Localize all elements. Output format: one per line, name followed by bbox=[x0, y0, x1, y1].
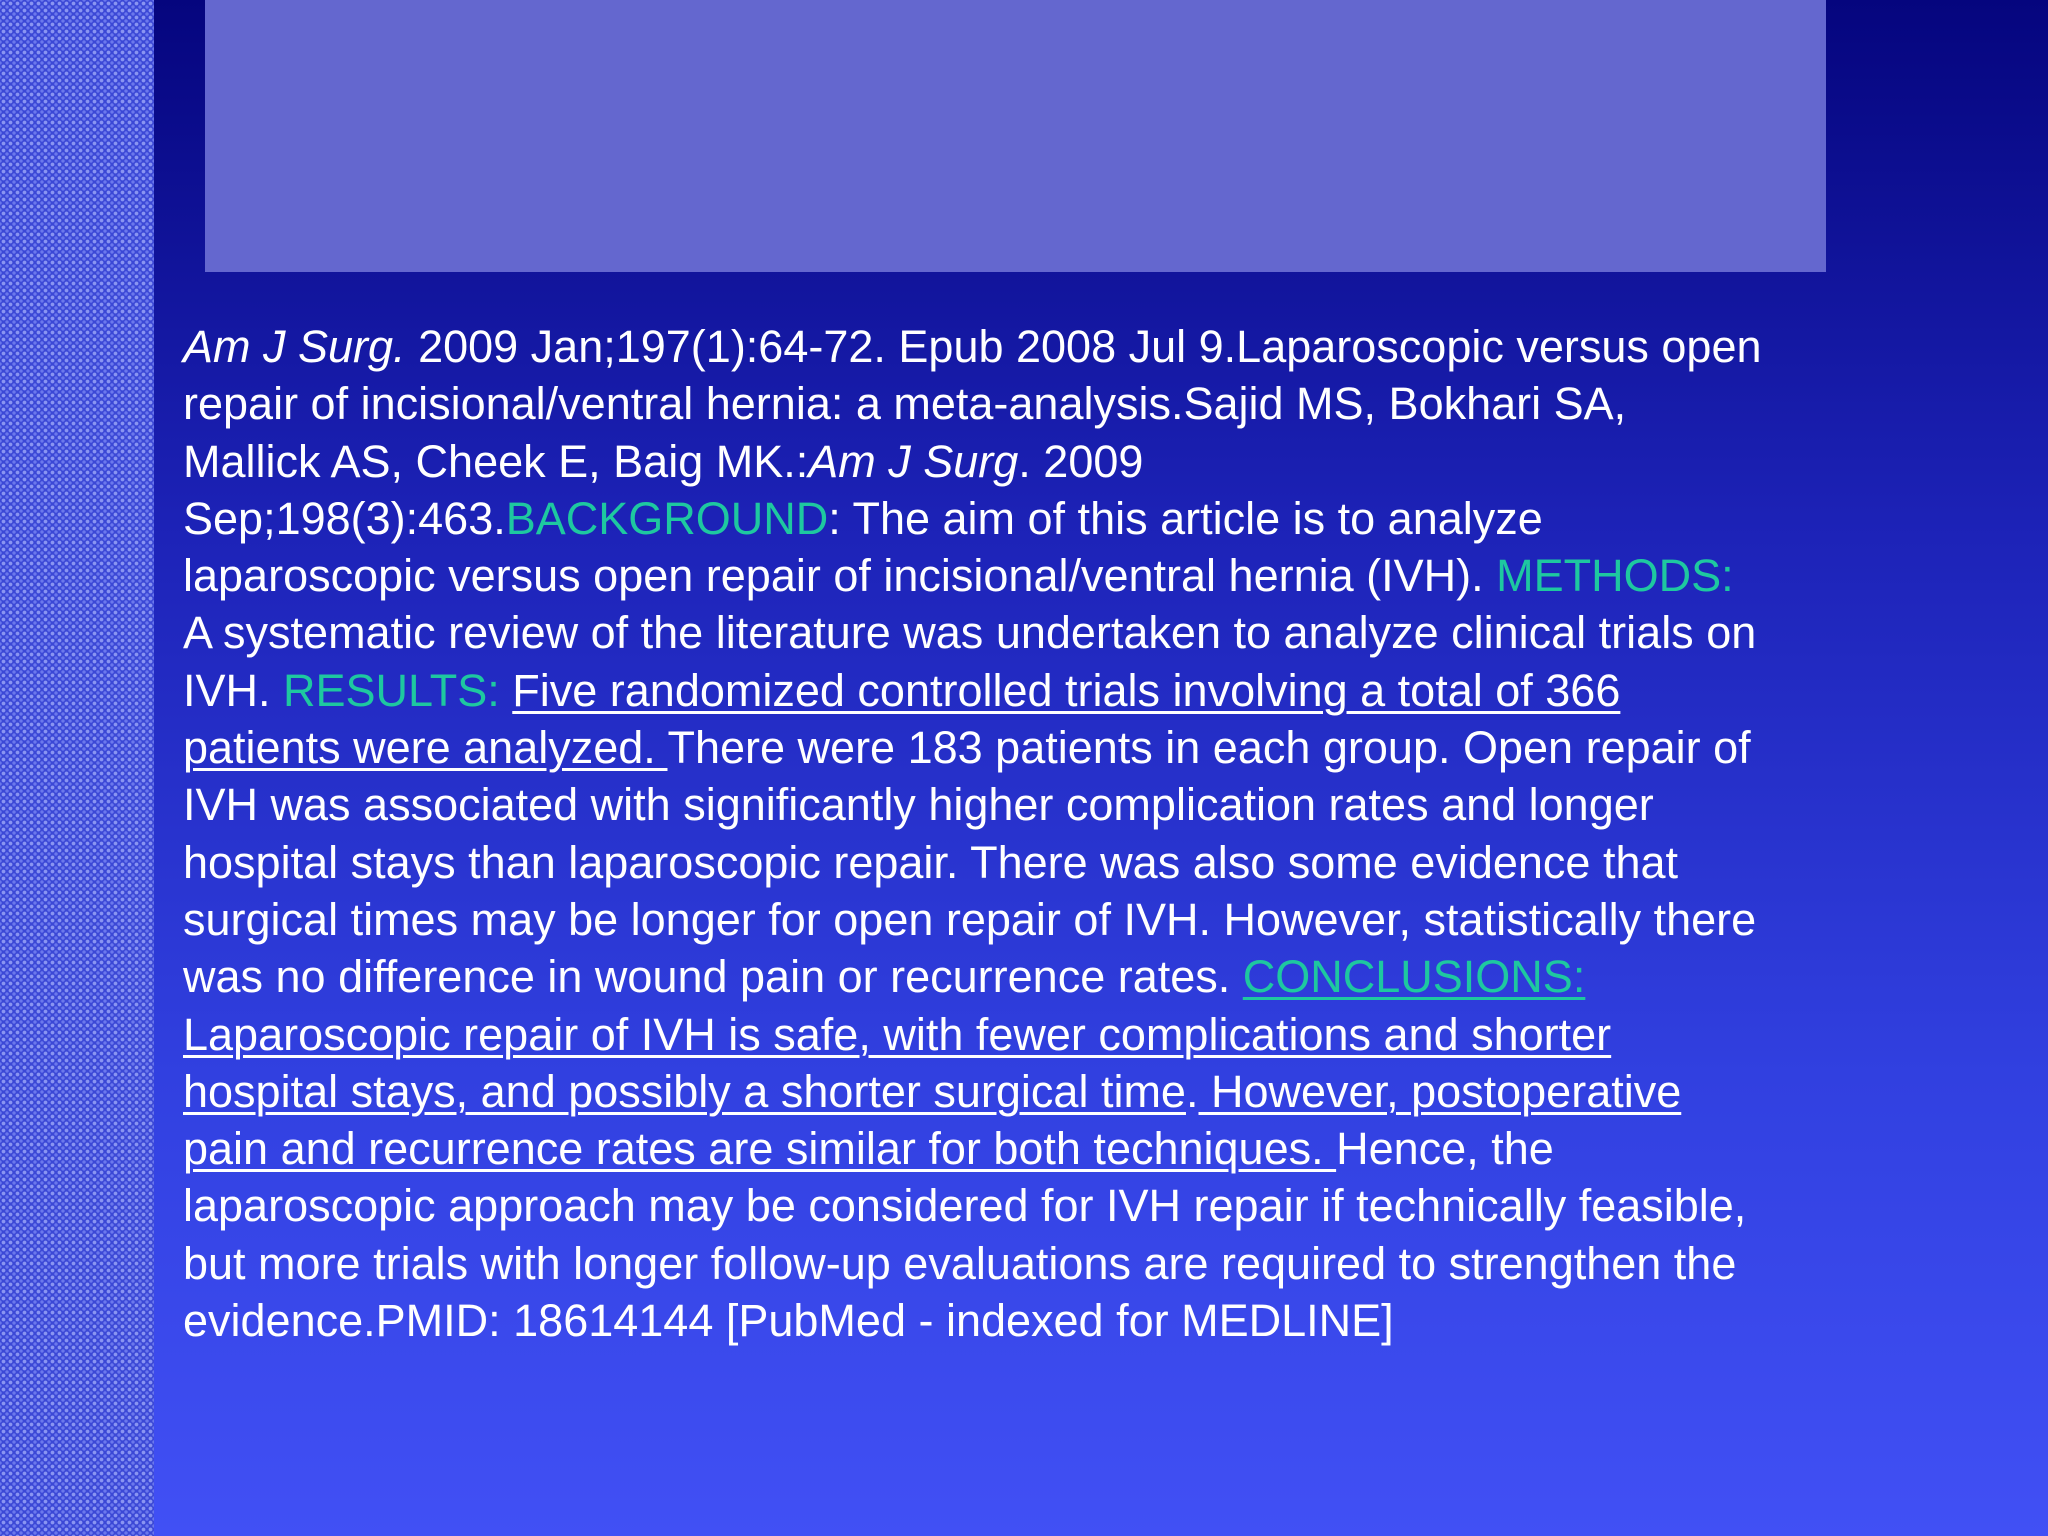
text-run: but more trials with longer follow-up evaluations are required to strengthen the bbox=[183, 1237, 1737, 1289]
abstract-line bbox=[183, 604, 1983, 661]
text-run: Mallick AS, Cheek E, Baig MK.: bbox=[183, 435, 809, 487]
section-heading: METHODS: bbox=[1496, 550, 1734, 602]
text-run: Sep;198(3):463. bbox=[183, 492, 506, 544]
abstract-line bbox=[183, 834, 1983, 891]
journal-name: Am J Surg. bbox=[183, 321, 406, 372]
abstract-line bbox=[183, 776, 1983, 833]
text-run: : The aim of this article is to analyze bbox=[828, 492, 1543, 544]
text-run: was no difference in wound pain or recurrence rates. bbox=[183, 951, 1243, 1003]
abstract-line bbox=[183, 948, 1983, 1005]
underlined-text: However, postoperative bbox=[1198, 1065, 1682, 1117]
abstract-line bbox=[183, 1006, 1983, 1063]
text-run: There were 183 patients in each group. Open repair of bbox=[667, 722, 1751, 774]
abstract-line bbox=[183, 1063, 1983, 1120]
text-run: . bbox=[1185, 1065, 1199, 1117]
underlined-text: Laparoscopic repair of IVH is safe, with fewer complications and shorter bbox=[183, 1008, 1612, 1060]
text-run: evidence.PMID: 18614144 [PubMed - indexed for MEDLINE] bbox=[183, 1295, 1394, 1347]
text-run: hospital stays than laparoscopic repair. There was also some evidence that bbox=[183, 836, 1678, 888]
text-run: . 2009 bbox=[1018, 435, 1144, 487]
abstract-line bbox=[183, 1235, 1983, 1292]
text-run: laparoscopic approach may be considered for IVH repair if technically feasible, bbox=[183, 1180, 1747, 1232]
abstract-text bbox=[183, 318, 1983, 1349]
abstract-line bbox=[183, 891, 1983, 948]
text-run: A systematic review of the literature was undertaken to analyze clinical trials on bbox=[183, 607, 1757, 659]
abstract-line bbox=[183, 1177, 1983, 1234]
abstract-line bbox=[183, 433, 1983, 490]
text-run: repair of incisional/ventral hernia: a meta-analysis.Sajid MS, Bokhari SA, bbox=[183, 378, 1627, 430]
journal-name: Am J Surg bbox=[808, 435, 1019, 487]
abstract-line bbox=[183, 490, 1983, 547]
text-run: IVH was associated with significantly higher complication rates and longer bbox=[183, 779, 1654, 831]
text-run: Hence, the bbox=[1336, 1123, 1554, 1175]
decorative-side-strip bbox=[0, 0, 154, 1536]
underlined-text: Five randomized controlled trials involving a total of 366 bbox=[512, 664, 1621, 716]
text-run: 2009 Jan;197(1):64-72. Epub 2008 Jul 9.Laparoscopic versus open bbox=[405, 321, 1762, 372]
abstract-line bbox=[183, 318, 1983, 375]
underlined-text: patients were analyzed. bbox=[183, 722, 668, 774]
section-heading: CONCLUSIONS: bbox=[1242, 951, 1586, 1003]
underlined-text: pain and recurrence rates are similar for both techniques. bbox=[183, 1123, 1337, 1175]
abstract-line bbox=[183, 719, 1983, 776]
text-run: laparoscopic versus open repair of incisional/ventral hernia (IVH). bbox=[183, 550, 1497, 602]
abstract-line bbox=[183, 662, 1983, 719]
abstract-line bbox=[183, 1292, 1983, 1349]
abstract-line bbox=[183, 375, 1983, 432]
abstract-line bbox=[183, 1120, 1983, 1177]
abstract-line bbox=[183, 547, 1983, 604]
text-run bbox=[500, 665, 513, 716]
section-heading: RESULTS: bbox=[283, 664, 500, 716]
section-heading: BACKGROUND bbox=[505, 492, 829, 544]
title-placeholder-box bbox=[205, 0, 1826, 272]
underlined-text: hospital stays, and possibly a shorter surgical time bbox=[183, 1065, 1186, 1117]
text-run: IVH. bbox=[183, 664, 284, 716]
text-run: surgical times may be longer for open repair of IVH. However, statistically there bbox=[183, 893, 1757, 945]
